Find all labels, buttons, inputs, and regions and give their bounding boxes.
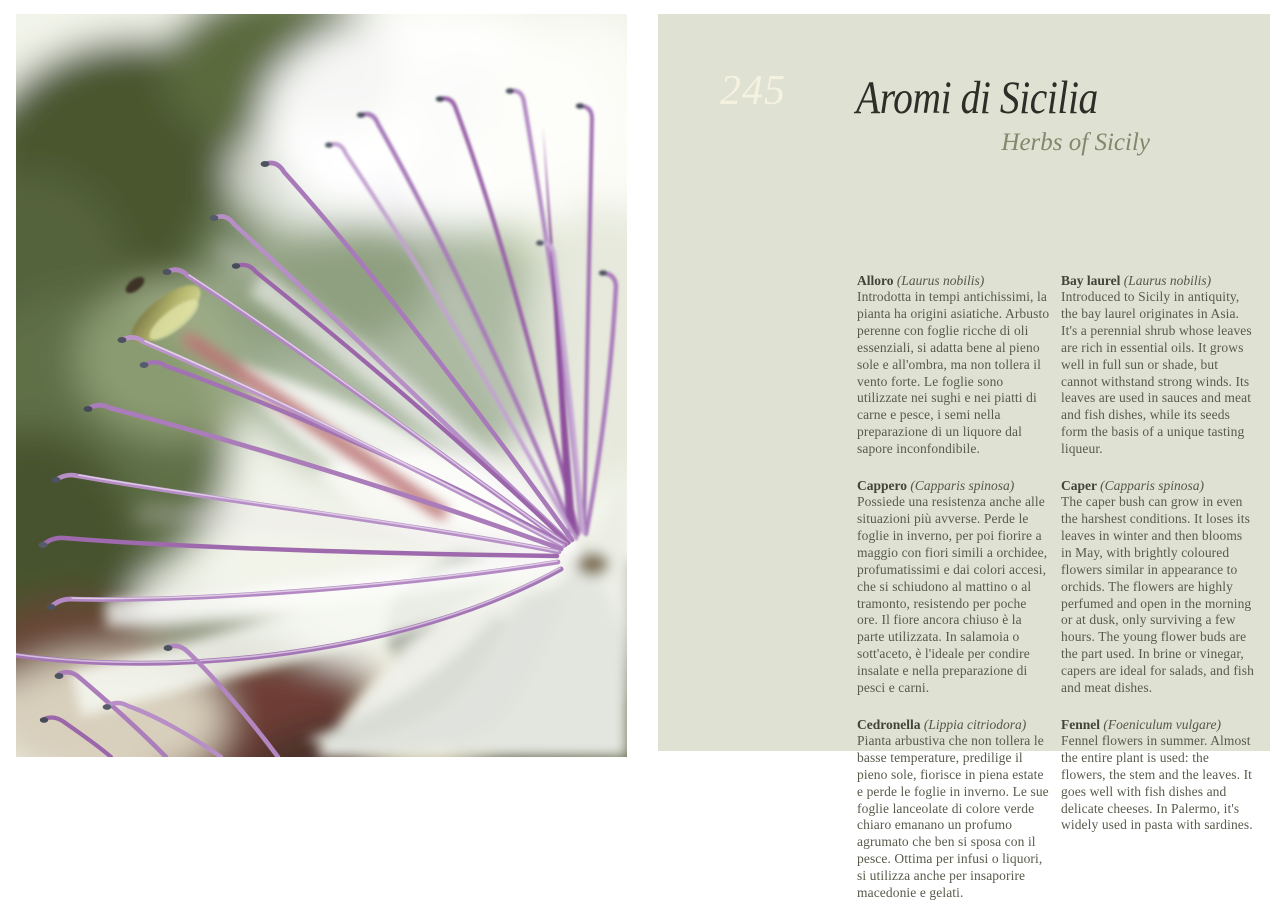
entry-bay-laurel: [1061, 272, 1254, 458]
page-title: Aromi di Sicilia: [856, 72, 1098, 124]
herb-description: Introdotta in tempi antichissimi, la pianta ha origini asiatiche. Arbusto perenne con foglie ricche di oli essenziali, si adatta bene al pieno sole e all'ombra, ma non tollera il vento forte. Le foglie sono utilizzate nei sughi e nei piatti di carne e pesce, i semi nella preparazione di un liquore dal sapore inconfondibile.: [857, 289, 1050, 457]
herb-latin-name: (Capparis spinosa): [910, 478, 1015, 494]
column-english: [1061, 272, 1254, 921]
herb-description: Pianta arbustiva che non tollera le basse temperature, predilige il pieno sole, fiorisce in piena estate e perde le foglie in inverno. Le sue foglie lanceolate di colore verde chiaro emanano un profumo agrumato che ben si sposa con il pesce. Ottima per infusi o liquori, si utilizza anche per insaporire macedonie e gelati.: [857, 732, 1049, 901]
herb-name: Caper: [1061, 478, 1097, 494]
herb-name: Alloro: [857, 273, 894, 288]
herb-heading: [857, 716, 1050, 733]
page-number: 245: [720, 68, 786, 114]
herb-name: Cedronella: [857, 716, 921, 732]
herb-heading: [857, 272, 1050, 289]
herb-name: Bay laurel: [1061, 273, 1121, 288]
entry-alloro: [857, 272, 1050, 458]
herb-latin-name: (Capparis spinosa): [1100, 478, 1205, 494]
herb-heading: [1061, 272, 1254, 289]
entry-cedronella: [857, 716, 1050, 902]
herb-latin-name: (Lippia citriodora): [923, 716, 1027, 732]
entry-fennel: [1061, 716, 1254, 834]
caper-flower-photo: [16, 14, 627, 757]
herb-heading: [1061, 716, 1254, 733]
herb-heading: [857, 477, 1050, 494]
herb-description: The caper bush can grow in even the harshest conditions. It loses its leaves in winter and then blooms in May, with brightly coloured flowers similar in appearance to orchids. The flowers are highly perfumed and open in the morning or at dusk, only surviving a few hours. The young flower buds are the part used. In brine or vinegar, capers are ideal for salads, and fish and meat dishes.: [1061, 494, 1254, 696]
herb-description: Fennel flowers in summer. Almost the entire plant is used: the flowers, the stem and the leaves. It goes well with fish dishes and delicate cheeses. In Palermo, it's widely used in pasta with sardines.: [1061, 732, 1253, 833]
herb-description: Introduced to Sicily in antiquity, the bay laurel originates in Asia. It's a perennial shrub whose leaves are rich in essential oils. It grows well in full sun or shade, but cannot withstand strong winds. Its leaves are used in sauces and meat and fish dishes, while its seeds form the basis of a unique tasting liqueur.: [1061, 289, 1252, 457]
herb-heading: [1061, 477, 1254, 494]
herb-name: Cappero: [857, 478, 908, 494]
column-italian: [857, 272, 1050, 921]
entry-caper: [1061, 477, 1254, 697]
herb-name: Fennel: [1061, 716, 1100, 732]
caper-flower-illustration: [16, 14, 627, 757]
herb-description: Possiede una resistenza anche alle situazioni più avverse. Perde le foglie in inverno, per poi fiorire a maggio con fiori simili a orchidee, profumatissimi e dai colori accesi, che si schiudono al mattino o al tramonto, resistendo per poche ore. Il fiore ancora chiuso è la parte utilizzata. In salamoia o sott'aceto, è l'ideale per condire insalate e nella preparazione di pesci e carni.: [857, 494, 1048, 696]
title-block: [856, 74, 1150, 157]
herb-latin-name: (Foeniculum vulgare): [1103, 716, 1221, 732]
text-columns: [857, 272, 1255, 921]
herb-latin-name: (Laurus nobilis): [896, 273, 985, 288]
entry-cappero: [857, 477, 1050, 697]
herb-latin-name: (Laurus nobilis): [1123, 273, 1212, 288]
page-subtitle: Herbs of Sicily: [1001, 129, 1150, 157]
text-page: [658, 14, 1270, 901]
